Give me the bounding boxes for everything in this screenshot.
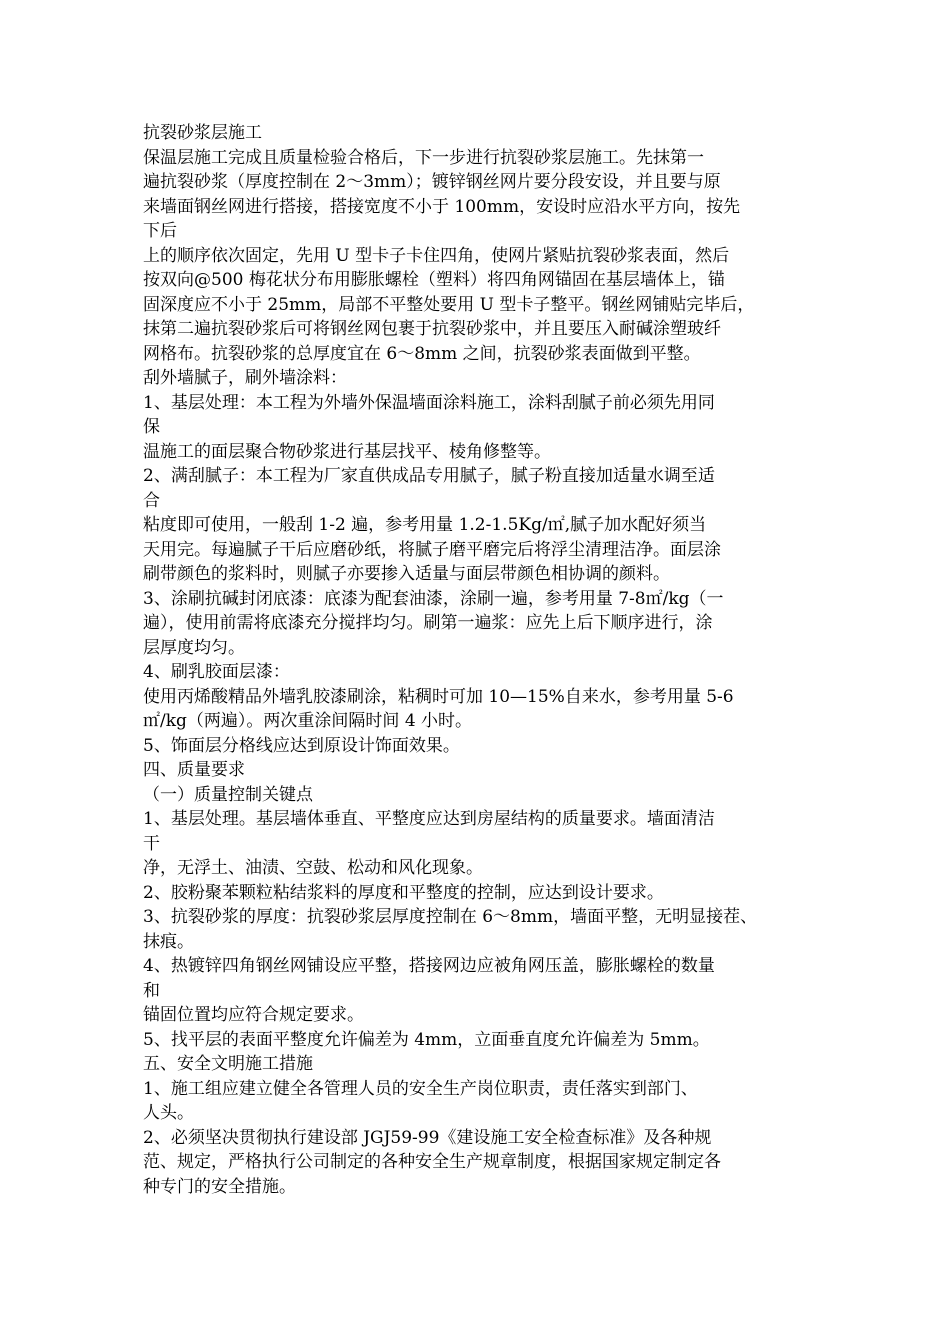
text-line: 刮外墙腻子，刷外墙涂料： <box>143 368 347 388</box>
text-line: 保温层施工完成且质量检验合格后，下一步进行抗裂砂浆层施工。先抹第一 <box>143 147 704 168</box>
text-line: 抹痕。 <box>143 931 194 952</box>
document-body <box>143 121 813 1199</box>
text-line: 种专门的安全措施。 <box>143 1176 296 1197</box>
text-line: 4、刷乳胶面层漆： <box>143 662 290 682</box>
text-line: 刷带颜色的浆料时，则腻子亦要掺入适量与面层带颜色相协调的颜料。 <box>143 564 670 584</box>
text-line: 5、找平层的表面平整度允许偏差为 4mm，立面垂直度允许偏差为 5mm。 <box>143 1029 710 1050</box>
text-line: 2、满刮腻子：本工程为厂家直供成品专用腻子，腻子粉直接加适量水调至适 <box>143 466 715 486</box>
text-line: 和 <box>143 980 160 1001</box>
text-line: 四、质量要求 <box>143 760 245 780</box>
text-line: 粘度即可使用，一般刮 1-2 遍，参考用量 1.2-1.5Kg/㎡,腻子加水配好须当 <box>143 515 707 535</box>
text-line: 使用丙烯酸精品外墙乳胶漆刷涂，粘稠时可加 10—15%自来水，参考用量 5-6 <box>143 686 734 707</box>
text-line: 温施工的面层聚合物砂浆进行基层找平、棱角修整等。 <box>143 441 551 462</box>
text-line: 上的顺序依次固定，先用 U 型卡子卡住四角，使网片紧贴抗裂砂浆表面，然后 <box>143 245 730 266</box>
text-line: 净，无浮土、油渍、空鼓、松动和风化现象。 <box>143 858 483 878</box>
text-line: 抹第二遍抗裂砂浆后可将钢丝网包裹于抗裂砂浆中，并且要压入耐碱涂塑玻纤 <box>143 319 721 339</box>
text-line: 保 <box>143 417 160 437</box>
text-line: 5、饰面层分格线应达到原设计饰面效果。 <box>143 735 460 756</box>
text-line: 干 <box>143 833 160 854</box>
text-line: ㎡/kg（两遍）。两次重涂间隔时间 4 小时。 <box>143 711 473 731</box>
text-line: 范、规定，严格执行公司制定的各种安全生产规章制度，根据国家规定制定各 <box>143 1152 721 1172</box>
text-line: 锚固位置均应符合规定要求。 <box>143 1005 364 1025</box>
text-line: 合 <box>143 490 160 511</box>
text-line: 4、热镀锌四角钢丝网铺设应平整，搭接网边应被角网压盖，膨胀螺栓的数量 <box>143 956 715 976</box>
text-line: 下后 <box>143 221 177 241</box>
text-line: 天用完。每遍腻子干后应磨砂纸，将腻子磨平磨完后将浮尘清理洁净。面层涂 <box>143 539 721 560</box>
text-line: 2、必须坚决贯彻执行建设部 JGJ59-99《建设施工安全检查标准》及各种规 <box>143 1127 712 1148</box>
text-line: 1、施工组应建立健全各管理人员的安全生产岗位职责，责任落实到部门、 <box>143 1078 698 1099</box>
text-line: 2、胶粉聚苯颗粒粘结浆料的厚度和平整度的控制，应达到设计要求。 <box>143 882 664 903</box>
text-line: 3、涂刷抗碱封闭底漆：底漆为配套油漆，涂刷一遍，参考用量 7-8㎡/kg（一 <box>143 588 724 609</box>
text-line: 1、基层处理：本工程为外墙外保温墙面涂料施工，涂料刮腻子前必须先用同 <box>143 392 715 413</box>
text-line: 1、基层处理。基层墙体垂直、平整度应达到房屋结构的质量要求。墙面清洁 <box>143 809 715 829</box>
text-line: 固深度应不小于 25mm，局部不平整处要用 U 型卡子整平。钢丝网铺贴完毕后， <box>143 294 755 315</box>
text-line: 3、抗裂砂浆的厚度：抗裂砂浆层厚度控制在 6～8mm，墙面平整，无明显接茬、 <box>143 907 758 927</box>
text-line: 抗裂砂浆层施工 <box>143 123 262 143</box>
text-line: 人头。 <box>143 1103 194 1123</box>
text-line: 来墙面钢丝网进行搭接，搭接宽度不小于 100mm，安设时应沿水平方向，按先 <box>143 196 741 217</box>
text-line: 遍），使用前需将底漆充分搅拌均匀。刷第一遍浆：应先上后下顺序进行，涂 <box>143 613 713 633</box>
text-line: （一）质量控制关键点 <box>143 784 313 805</box>
text-line: 网格布。抗裂砂浆的总厚度宜在 6～8mm 之间，抗裂砂浆表面做到平整。 <box>143 343 701 364</box>
text-line: 按双向@500 梅花状分布用膨胀螺栓（塑料）将四角网锚固在基层墙体上，锚 <box>143 270 725 290</box>
text-line: 遍抗裂砂浆（厚度控制在 2～3mm）；镀锌钢丝网片要分段安设，并且要与原 <box>143 172 721 192</box>
text-line: 五、安全文明施工措施 <box>143 1054 313 1074</box>
text-line: 层厚度均匀。 <box>143 637 245 658</box>
